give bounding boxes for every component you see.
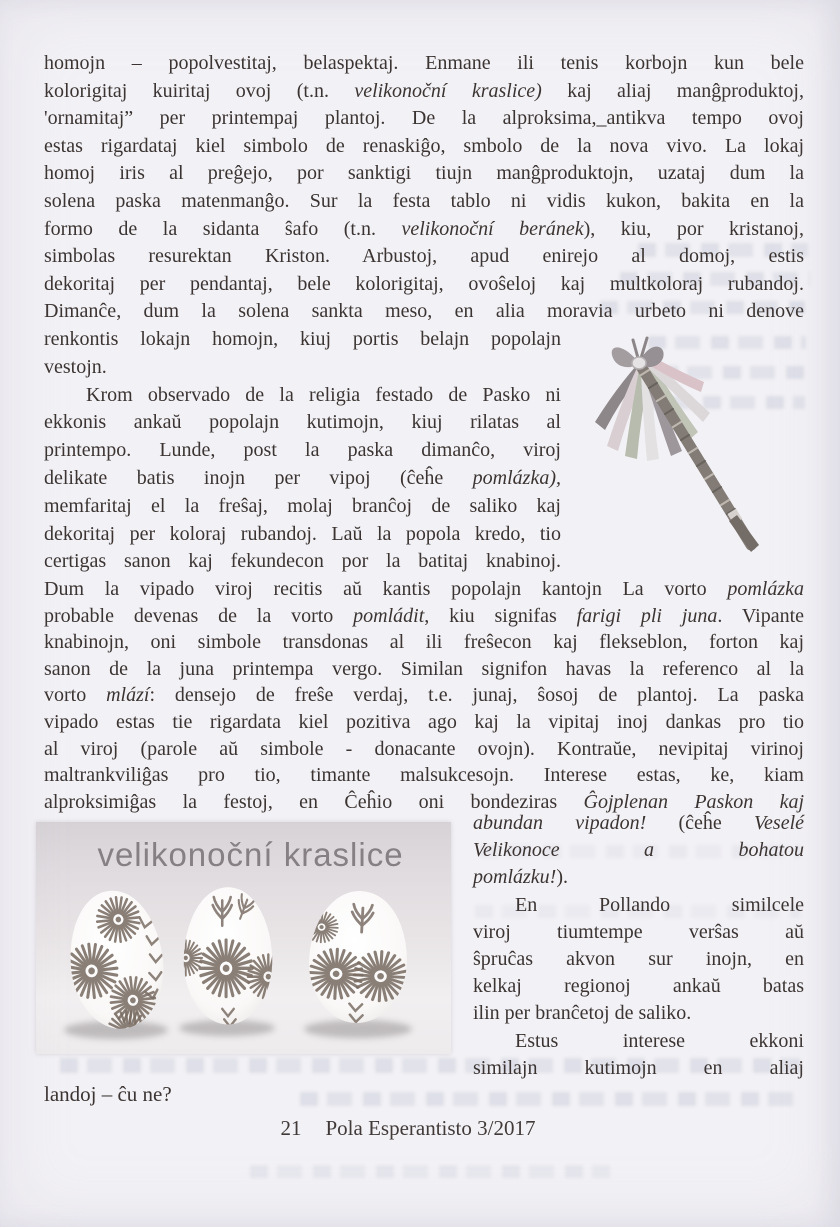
text-segment: kelkaj regionoj ankaŭ batas xyxy=(473,975,804,998)
italic-text-segment: pomlázka), xyxy=(472,466,561,489)
text-line xyxy=(44,216,804,244)
text-line xyxy=(473,1000,804,1027)
text-segment: 'ornamitaj” per printempaj plantoj. De la alproksima,_antikva tempo ovoj xyxy=(44,107,804,130)
text-segment: (ĉeĥe xyxy=(646,812,755,834)
italic-text-segment: velikonoční kraslice) xyxy=(354,79,542,102)
text-segment: vorto xyxy=(44,684,107,707)
text-segment: ). xyxy=(556,866,568,889)
italic-text-segment: pomlázka xyxy=(727,578,804,600)
text-line xyxy=(473,1028,804,1055)
text-segment: formo de la sidanta ŝafo (t.n. xyxy=(44,217,402,240)
italic-text-segment: abundan vipadon! xyxy=(473,812,647,834)
text-line xyxy=(44,762,804,789)
text-segment: viroj tiumtempe verŝas aŭ xyxy=(473,920,804,943)
text-segment: printempo. Lunde, post la paska dimanĉo, viroj xyxy=(44,439,561,462)
text-segment xyxy=(560,839,644,861)
text-line xyxy=(44,682,804,709)
page-number: 21 xyxy=(280,1116,302,1140)
right-column-beside-eggs xyxy=(473,810,804,1082)
text-segment xyxy=(654,839,738,861)
text-segment: vestojn. xyxy=(44,355,107,378)
text-segment: dekoritaj per pendantaj, bele kolorigitaj, ovoŝeloj kaj multkoloraj rubandoj. xyxy=(44,272,804,295)
text-segment: homoj iris al preĝejo, por sanktigi tiujn manĝproduktojn, uzataj dum la xyxy=(44,162,804,185)
paragraph-pomlazka-etymology xyxy=(44,576,804,815)
text-segment: Estus interese ekkoni xyxy=(515,1029,804,1052)
italic-text-segment: farigi pli juna xyxy=(576,604,718,627)
text-line xyxy=(44,576,804,603)
text-line xyxy=(44,382,561,410)
italic-text-segment: bohatou xyxy=(738,839,804,862)
easter-eggs-photo xyxy=(36,822,451,1054)
text-segment: alproksimiĝas la festoj, en Ĉeĥio oni bondeziras xyxy=(44,790,584,813)
text-segment: Dum la vipado viroj recitis aŭ kantis popolajn kantojn La vorto xyxy=(44,578,728,600)
text-line xyxy=(473,810,804,837)
text-line xyxy=(44,656,804,683)
page-footer xyxy=(0,1116,816,1141)
text-segment: kolorigitaj kuiritaj ovoj (t.n. xyxy=(44,79,355,102)
italic-text-segment: velikonoční beránek xyxy=(401,217,584,240)
text-segment: vipado estas tie rigardata kiel pozitiva ago kaj la vipitaj inoj dankas pro tio xyxy=(44,710,804,733)
text-segment: . Vipante xyxy=(717,604,804,627)
text-line xyxy=(44,326,561,354)
text-segment: ekkonis ankaŭ popolajn kutimojn, kiuj rilatas al xyxy=(44,411,561,434)
text-line xyxy=(44,709,804,736)
text-segment: solena paska matenmanĝo. Sur la festa tablo ni vidis kukon, bakita en la xyxy=(44,189,804,212)
paragraph-continuation-top xyxy=(44,50,804,326)
text-line xyxy=(44,50,804,78)
text-line xyxy=(44,521,561,549)
text-segment: renkontis lokajn homojn, kiuj portis belajn popolajn xyxy=(44,328,561,350)
text-segment: Krom observado de la religia festado de Pasko ni xyxy=(86,383,561,406)
bleed-through-texture xyxy=(300,1092,800,1106)
rod-tip xyxy=(729,515,759,552)
text-line xyxy=(473,892,804,919)
italic-text-segment: pomládit xyxy=(353,604,425,627)
text-segment: kaj aliaj manĝproduktoj, xyxy=(541,79,804,102)
text-segment: certigas sanon kaj fekundecon por la batitaj knabinoj. xyxy=(44,550,561,573)
egg-2 xyxy=(169,887,288,1026)
text-line xyxy=(473,973,804,1000)
eggs-photo-caption: velikonoční kraslice xyxy=(97,836,404,873)
text-segment: knabinojn, oni simbole transdonas al ili freŝecon kaj flekseblon, forton kaj xyxy=(44,631,804,654)
text-line xyxy=(44,243,804,271)
text-segment: dekoritaj per koloraj rubandoj. Laŭ la popola kredo, tio xyxy=(44,522,561,545)
text-line xyxy=(44,603,804,630)
text-line xyxy=(44,493,561,521)
text-line xyxy=(44,78,804,106)
ribbon-bow xyxy=(612,338,664,369)
text-line xyxy=(44,105,804,133)
pomlazka-whip-illustration xyxy=(583,330,778,562)
italic-text-segment: Ĝojplenan Paskon kaj xyxy=(583,790,804,813)
text-segment: al viroj (parole aŭ simbole - donacante ovojn). Kontraŭe, nevipitaj virinoj xyxy=(44,737,804,760)
journal-title: Pola Esperantisto 3/2017 xyxy=(325,1116,536,1140)
text-line xyxy=(473,864,804,891)
text-line xyxy=(473,1055,804,1082)
italic-text-segment: Velikonoce xyxy=(473,839,560,862)
text-segment: homojn – popolvestitaj, belaspektaj. Enmane ili tenis korbojn kun bele xyxy=(44,52,804,74)
text-line xyxy=(44,271,804,299)
closing-line: landoj – ĉu ne? xyxy=(44,1082,172,1106)
text-line xyxy=(44,437,561,465)
text-line xyxy=(44,409,561,437)
italic-text-segment: a xyxy=(644,839,655,862)
paragraph-wrapped-around-whip xyxy=(44,326,561,576)
egg-3 xyxy=(300,888,411,1025)
text-line xyxy=(44,133,804,161)
text-line xyxy=(44,160,804,188)
text-line xyxy=(44,629,804,656)
text-segment: ), kiu, por kristanoj, xyxy=(583,217,804,240)
text-line xyxy=(473,837,804,864)
text-segment: ŝpruĉas akvon sur inojn, en xyxy=(473,948,804,971)
italic-text-segment: Veselé xyxy=(754,812,805,834)
text-line xyxy=(473,946,804,973)
text-segment: : densejo de freŝe verdaj, t.e. junaj, ŝosoj de plantoj. La paska xyxy=(149,684,804,707)
text-segment: simbolas resurektan Kriston. Arbustoj, apud enirejo al domoj, estis xyxy=(44,245,804,268)
bleed-through-texture xyxy=(250,1165,610,1178)
text-segment: estas rigardataj kiel simbolo de renaskiĝo, smbolo de la nova vivo. La lokaj xyxy=(44,134,804,157)
text-line xyxy=(44,736,804,763)
text-segment: similajn kutimojn en aliaj xyxy=(473,1056,804,1079)
text-line xyxy=(44,548,561,576)
text-line xyxy=(44,354,561,382)
text-segment: ilin per branĉetoj de saliko. xyxy=(473,1002,692,1025)
text-segment: sanon de la juna printempa vergo. Similan signifon havas la referenco al la xyxy=(44,657,804,680)
text-segment: maltrankviliĝas pro tio, timante malsukcesojn. Interese estas, ke, kiam xyxy=(44,764,804,787)
text-segment: delikate batis inojn per vipoj (ĉeĥe xyxy=(44,466,473,489)
italic-text-segment: mlází xyxy=(106,684,150,707)
italic-text-segment: pomlázku! xyxy=(473,866,557,889)
text-line xyxy=(44,298,804,326)
text-segment: Dimanĉe, dum la solena sankta meso, en alia moravia urbeto ni denove xyxy=(44,300,804,323)
text-segment: En Pollando similcele xyxy=(515,893,804,916)
text-segment: memfaritaj el la freŝaj, molaj branĉoj de saliko kaj xyxy=(44,494,561,517)
text-segment: probable devenas de la vorto xyxy=(44,604,354,627)
text-segment: , kiu signifas xyxy=(424,604,577,627)
text-line xyxy=(473,919,804,946)
text-line xyxy=(44,465,561,493)
text-line xyxy=(44,188,804,216)
whip-photo xyxy=(583,330,778,562)
